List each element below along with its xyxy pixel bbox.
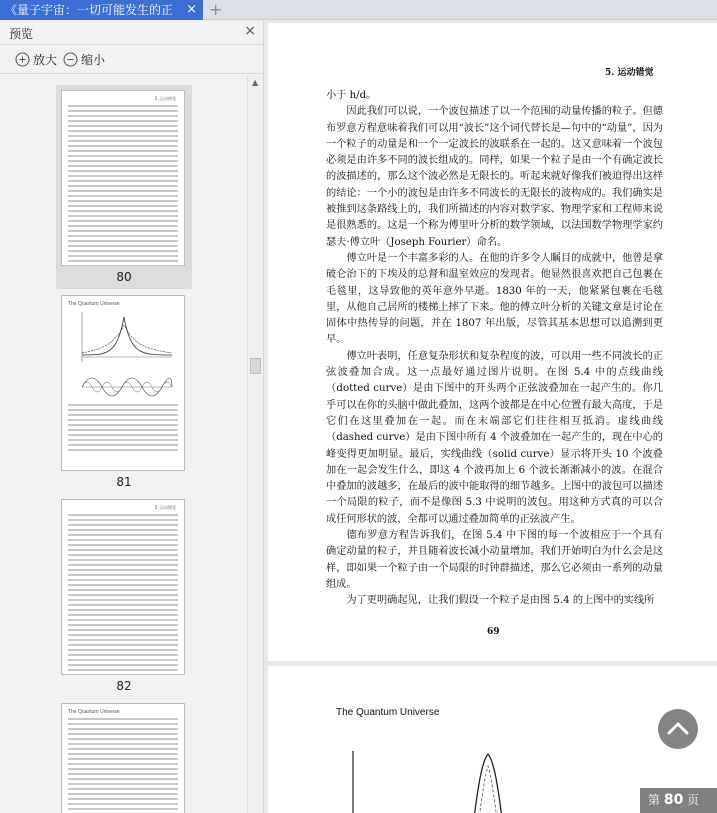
document-page: [268, 23, 717, 661]
thumbnail-page-number: 82: [116, 679, 132, 693]
paragraph: 傅立叶是一个丰富多彩的人。在他的许多令人瞩目的成就中，他曾是拿破仑治下的下埃及的总督和温室效应的发现者。他显然很喜欢把自己包裹在毛毯里，这导致他的英年意外早逝。1830 年的一天，他紧紧包裹在毛毯里，从他自己居所的楼梯上摔了下来。他的傅立叶分析的关键文章是讨论在固体中热传导的问题，并在 1807 年出版，尽管其基本思想可以追溯到更早。: [326, 252, 663, 346]
thumbnail-header: The Quantum Universe: [68, 709, 120, 715]
thumbnail-image: [61, 703, 185, 813]
thumbnail-figure: [62, 307, 184, 397]
scroll-to-top-button[interactable]: [658, 709, 698, 749]
zoom-out-label: 缩小: [81, 53, 106, 67]
paragraph: 德布罗意方程告诉我们，在图 5.4 中下图的每一个波相应于一个具有确定动量的粒子，并且随着波长减小动量增加。我们开始明白为什么会是这样，即如果一个粒子由一个局限的时钟群描述，那么它必须由一系列的动量组成。: [326, 530, 663, 590]
preview-sidebar: [0, 21, 264, 813]
running-head: 5. 运动错觉: [605, 68, 654, 78]
thumbnail-image: [61, 90, 185, 266]
scrollbar-thumb[interactable]: [250, 358, 261, 374]
paragraph: 傅立叶表明，任意复杂形状和复杂程度的波，可以用一些不同波长的正弦波叠加合成。这一点最好通过图片说明。在图 5.4 中的点线曲线（dotted curve）是由下图中的开头两个正弦波叠加在一起产生的。你几乎可以在你的头脑中做此叠加，这两个波都是在中心位置有最大高度，于是它们在这里叠加在一起。而在末端部它们往往相互抵消。虚线曲线（dashed curve）是由下图中所有 4 个波叠加在一起产生的，现在中心的峰变得更加明显。最后，实线曲线（solid curve）显示将开头 10 个波叠加在一起会发生什么，即这 4 个波再加上 6 个波长渐渐减小的波。在混合中叠加的波越多，在最后的波中能取得的细节越多。上图中的波包可以描述一个局限的粒子，而不是像图 5.3 中说明的波包。用这种方式真的可以合成任何形状的波，全都可以通过叠加简单的正弦波产生。: [326, 350, 663, 525]
sidebar-title: 预览: [9, 27, 34, 41]
page-indicator-suffix: 页: [687, 793, 700, 807]
page-indicator-badge: [640, 788, 717, 813]
document-tab[interactable]: [0, 0, 203, 20]
page-number: 69: [487, 627, 500, 637]
thumbnail-header: 5. 运动错觉: [154, 96, 176, 101]
thumbnail-page-80[interactable]: [56, 85, 192, 289]
thumbnail-header: The Quantum Universe: [68, 301, 120, 307]
thumbnail-page-82[interactable]: [56, 499, 192, 699]
paragraph: 为了更明确起见，让我们假设一个粒子是由图 5.4 的上图中的实线所: [346, 595, 655, 607]
zoom-out-icon: [63, 52, 78, 67]
scroll-up-arrow-icon[interactable]: ▲: [252, 78, 259, 87]
page-body: [326, 88, 663, 610]
paragraph: 小于 h/d。: [326, 90, 377, 101]
thumbnail-image: [61, 295, 185, 471]
thumbnail-page-number: 81: [116, 475, 132, 489]
thumbnail-page-83[interactable]: [56, 703, 192, 813]
paragraph: 因此我们可以说，一个波包描述了以一个范围的动量传播的粒子。但德布罗意方程意味着我们可以用“波长”这个词代替长是—句中的“动量”，因为一个粒子的动量是和一个一定波长的波联系在一起的。这又意味着一个波包必须是由许多不同的波长组成的。同样，如果一个粒子是由一个有确定波长的波描述的，那么这个波必然是无限长的。听起来就好像我们被迫得出这样的结论：一个小的波包是由许多不同波长的无限长的波构成的。我们确实是被推到这条路线上的，我们所描述的内容对数学家、物理学家和工程师来说是很熟悉的。这是一个称为傅里叶分析的数学领域，以法国数学物理学家约瑟夫·傅立叶（Joseph Fourier）命名。: [326, 106, 663, 248]
sidebar-toolbar: [0, 46, 263, 74]
zoom-in-button[interactable]: [15, 51, 57, 68]
thumbnail-header: 5. 运动错觉: [154, 505, 176, 510]
page-indicator-number: 80: [663, 792, 684, 808]
tab-bar: [0, 0, 717, 20]
zoom-out-button[interactable]: [63, 51, 105, 68]
thumbnail-image: [61, 499, 185, 675]
new-tab-icon[interactable]: +: [209, 0, 223, 19]
sidebar-scrollbar[interactable]: [247, 75, 263, 813]
thumbnail-page-number: 80: [116, 270, 132, 284]
document-viewer[interactable]: [265, 21, 717, 813]
thumbnail-list: [0, 75, 247, 813]
zoom-in-label: 放大: [33, 53, 58, 67]
tab-close-icon[interactable]: ×: [186, 2, 197, 17]
tab-title: 《量子宇宙：一切可能发生的正: [5, 3, 174, 17]
page-indicator-prefix: 第: [648, 793, 661, 807]
sidebar-close-icon[interactable]: ×: [244, 23, 256, 39]
sidebar-header: [0, 21, 263, 45]
thumbnail-page-81[interactable]: [56, 295, 192, 495]
next-page-header: The Quantum Universe: [336, 707, 440, 718]
zoom-in-icon: [15, 52, 30, 67]
chevron-up-icon: [658, 709, 698, 749]
